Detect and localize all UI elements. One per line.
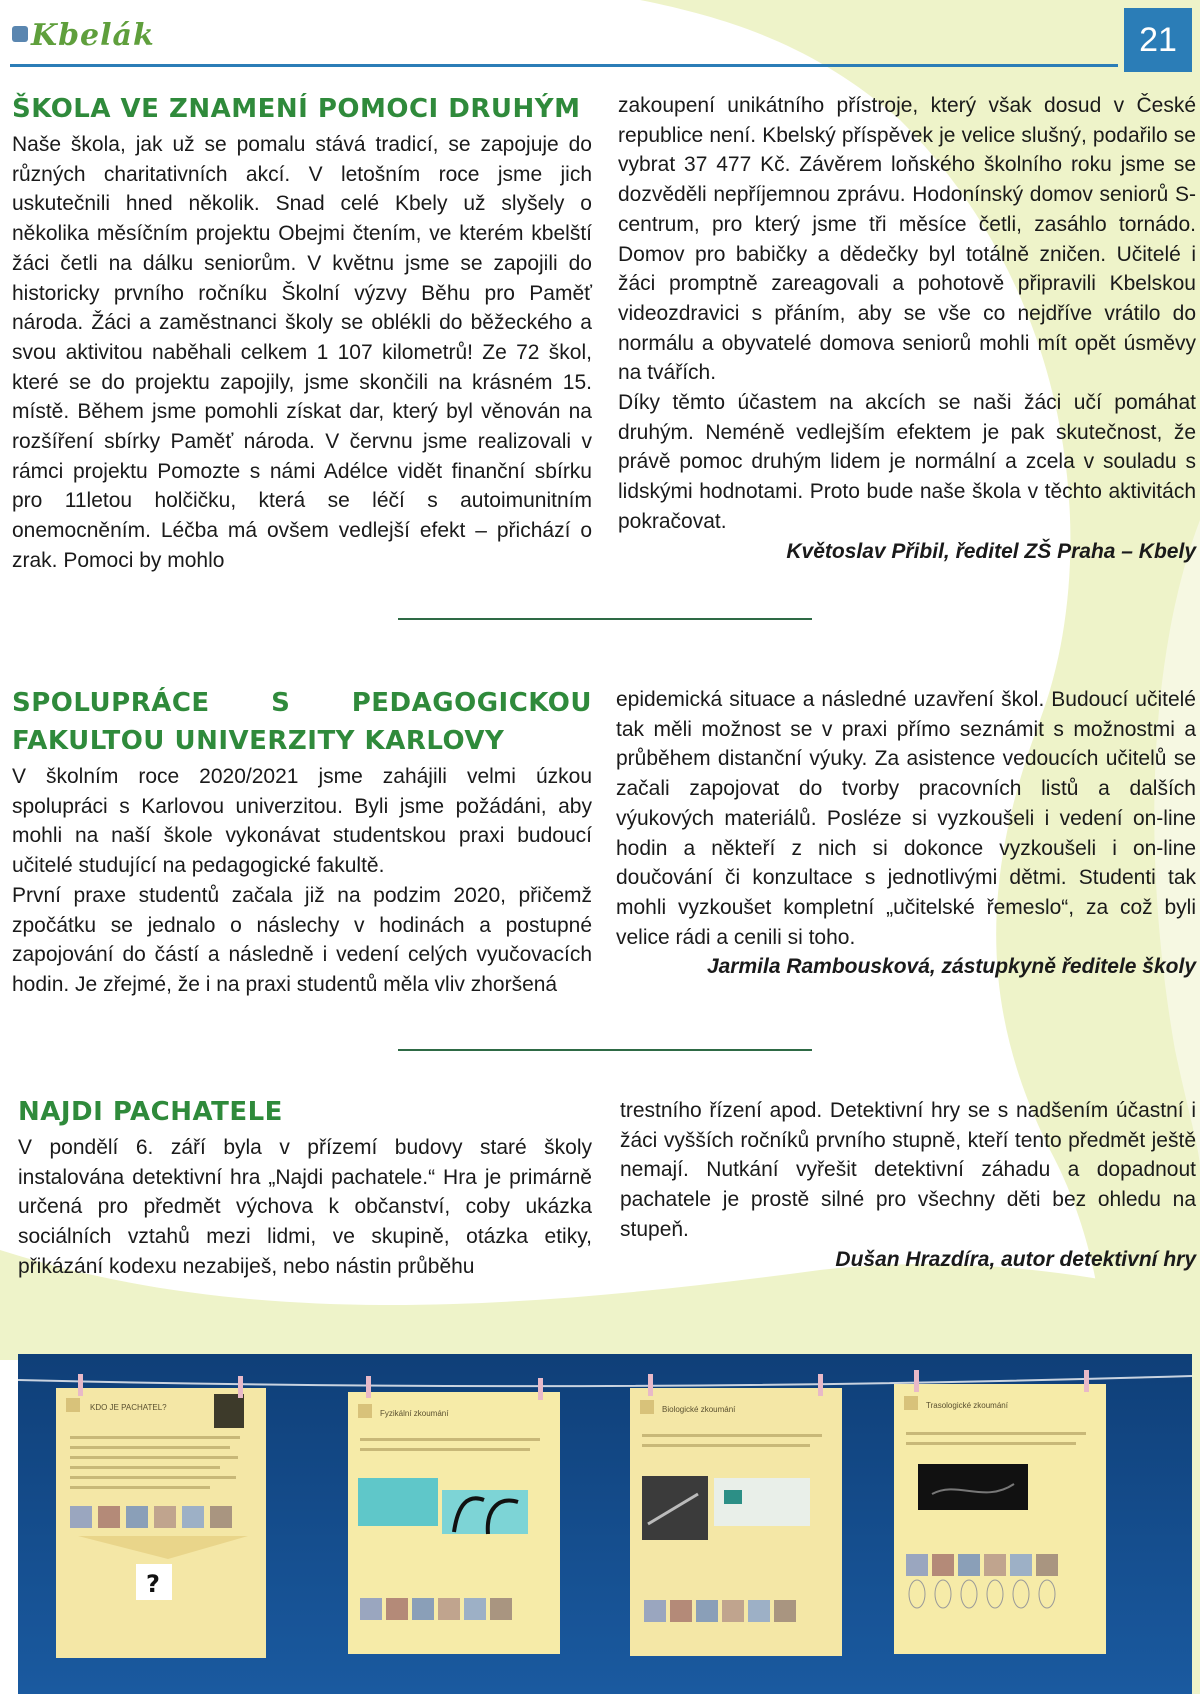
page-header [0, 0, 1200, 72]
article-signature: Květoslav Přibil, ředitel ZŠ Praha – Kbely [786, 539, 1196, 563]
poster-title: Fyzikální zkoumání [380, 1409, 449, 1418]
article-signature: Dušan Hrazdíra, autor detektivní hry [835, 1247, 1196, 1271]
poster-title: KDO JE PACHATEL? [90, 1403, 167, 1412]
article-paragraph: zakoupení unikátního přístroje, který však dosud v České republice není. Kbelský příspěvek je velice slušný, podařilo se vybrat 37 477 Kč. Závěrem loňského školního roku jsme se dozvěděli nepříjemnou zprávu. Hodonínský domov seniorů S-centrum, pro který jsme tři měsíce četli, zasáhlo tornádo. Domov pro babičky a dědečky byl totálně zničen. Učitelé i žáci promptně zareagovali a pohotově připravili Kbelskou videozdravici s přáním, aby se vše co nejdříve vrátilo do normálu a obyvatelé domova seniorů mohli mít opět úsměvy na tvářích. [618, 94, 1196, 385]
article-column-left [12, 684, 592, 1000]
header-rule [10, 64, 1118, 67]
article-title: NAJDI PACHATELE [18, 1097, 283, 1127]
page-number: 21 [1124, 8, 1192, 72]
article-column-left [18, 1093, 592, 1282]
article-paragraph: V pondělí 6. září byla v přízemí budovy staré školy instalována detektivní hra „Najdi pachatele.“ Hra je primárně určená pro předmět výchova k občanství, coby ukázka sociálních vztahů mezi lidmi, ve skupině, otázka etiky, přikázání kodexu nezabiješ, nebo nástin průběhu [18, 1136, 592, 1278]
article-paragraph: trestního řízení apod. Detektivní hry se s nadšením účastní i žáci vyšších ročníků prvního stupně, kteří tento předmět ještě nemají. Nutkání vyřešit detektivní záhadu a dopadnout pachatele je prostě silné pro všechny děti bez ohledu na stupeň. [620, 1099, 1196, 1241]
article-paragraph: epidemická situace a následné uzavření škol. Budoucí učitelé tak měli možnost se v praxi přímo seznámit s možnostmi a průběhem distanční výuky. Za asistence vedoucích učitelů se začali zapojovat do tvorby pracovních listů a dalších výukových materiálů. Posléze si vyzkoušeli i vedení on-line hodin a někteří z nich si dokonce vyzkoušeli i on-line doučování či konzultace s jednotlivými dětmi. Studenti tak mohli vyzkoušet kompletní „učitelské řemeslo“, za což byli velice rádi a cenili si toho. [616, 688, 1196, 949]
article-column-left [12, 90, 592, 576]
article-column-right [616, 685, 1196, 982]
article-title: ŠKOLA VE ZNAMENÍ POMOCI DRUHÝM [12, 94, 581, 124]
article-paragraph: První praxe studentů začala již na podzim 2020, přičemž zpočátku se jednalo o náslechy v hodinách a postupné zapojování do částí a následně i vedení celých vyučovacích hodin. Je zřejmé, že i na praxi studentů měla vliv zhoršená [12, 883, 592, 996]
poster-question-mark: ? [146, 1570, 160, 1598]
article-title: SPOLUPRÁCE S PEDAGOGICKOU FAKULTOU UNIVERZITY KARLOVY [12, 688, 592, 756]
poster-biology [630, 1374, 842, 1656]
article-paragraph: Díky těmto účastem na akcích se naši žáci učí pomáhat druhým. Neméně vedlejším efektem je pak skutečnost, že právě pomoc druhým lidem je normální a zcela v souladu s lidskými hodnotami. Proto bude naše škola v těchto aktivitách pokračovat. [618, 391, 1196, 533]
article-paragraph: Naše škola, jak už se pomalu stává tradicí, se zapojuje do různých charitativních akcí. V letošním roce jsme jich uskutečnili hned několik. Snad celé Kbely už slyšely o několika měsíčním projektu Obejmi čtením, ve kterém kbelští žáci četli na dálku seniorům. V květnu jsme se zapojili do historicky prvního ročníku Školní výzvy Běhu pro Paměť národa. Žáci a zaměstnanci školy se oblékli do běžeckého a svou aktivitou naběhali celkem 1 107 kilometrů! Ze 72 škol, které se do projektu zapojily, jsme skončili na krásném 15. místě. Během jsme pomohli získat dar, který byl věnován na rozšíření sbírky Paměť národa. V červnu jsme realizovali v rámci projektu Pomozte s námi Adélce vidět finanční sbírku pro 11letou holčičku, která se léčí s autoimunitním onemocněním. Léčba má ovšem vedlejší efekt – přichází o zrak. Pomoci by mohlo [12, 133, 592, 572]
logo-emblem-icon [12, 26, 28, 42]
section-divider [398, 1049, 812, 1051]
article-signature: Jarmila Rambousková, zástupkyně ředitele školy [706, 955, 1196, 979]
poster-physics [348, 1376, 560, 1654]
article-paragraph: V školním roce 2020/2021 jsme zahájili velmi úzkou spolupráci s Karlovou univerzitou. Byli jsme požádáni, aby mohli na naší škole vykonávat studentskou praxi budoucí učitelé studující na pedagogické fakultě. [12, 765, 592, 878]
article-column-right [620, 1096, 1196, 1274]
section-divider [398, 618, 812, 620]
magazine-logo [12, 18, 155, 53]
photo-illustration [18, 1354, 1192, 1694]
poster-title: Biologické zkoumání [662, 1405, 736, 1414]
poster-title: Trasologické zkoumání [926, 1401, 1008, 1410]
poster-trace-evidence [894, 1370, 1106, 1654]
poster-suspects [56, 1374, 266, 1658]
logo-text: Kbelák [31, 18, 155, 53]
detective-game-photo [18, 1354, 1192, 1694]
article-column-right [618, 91, 1196, 566]
